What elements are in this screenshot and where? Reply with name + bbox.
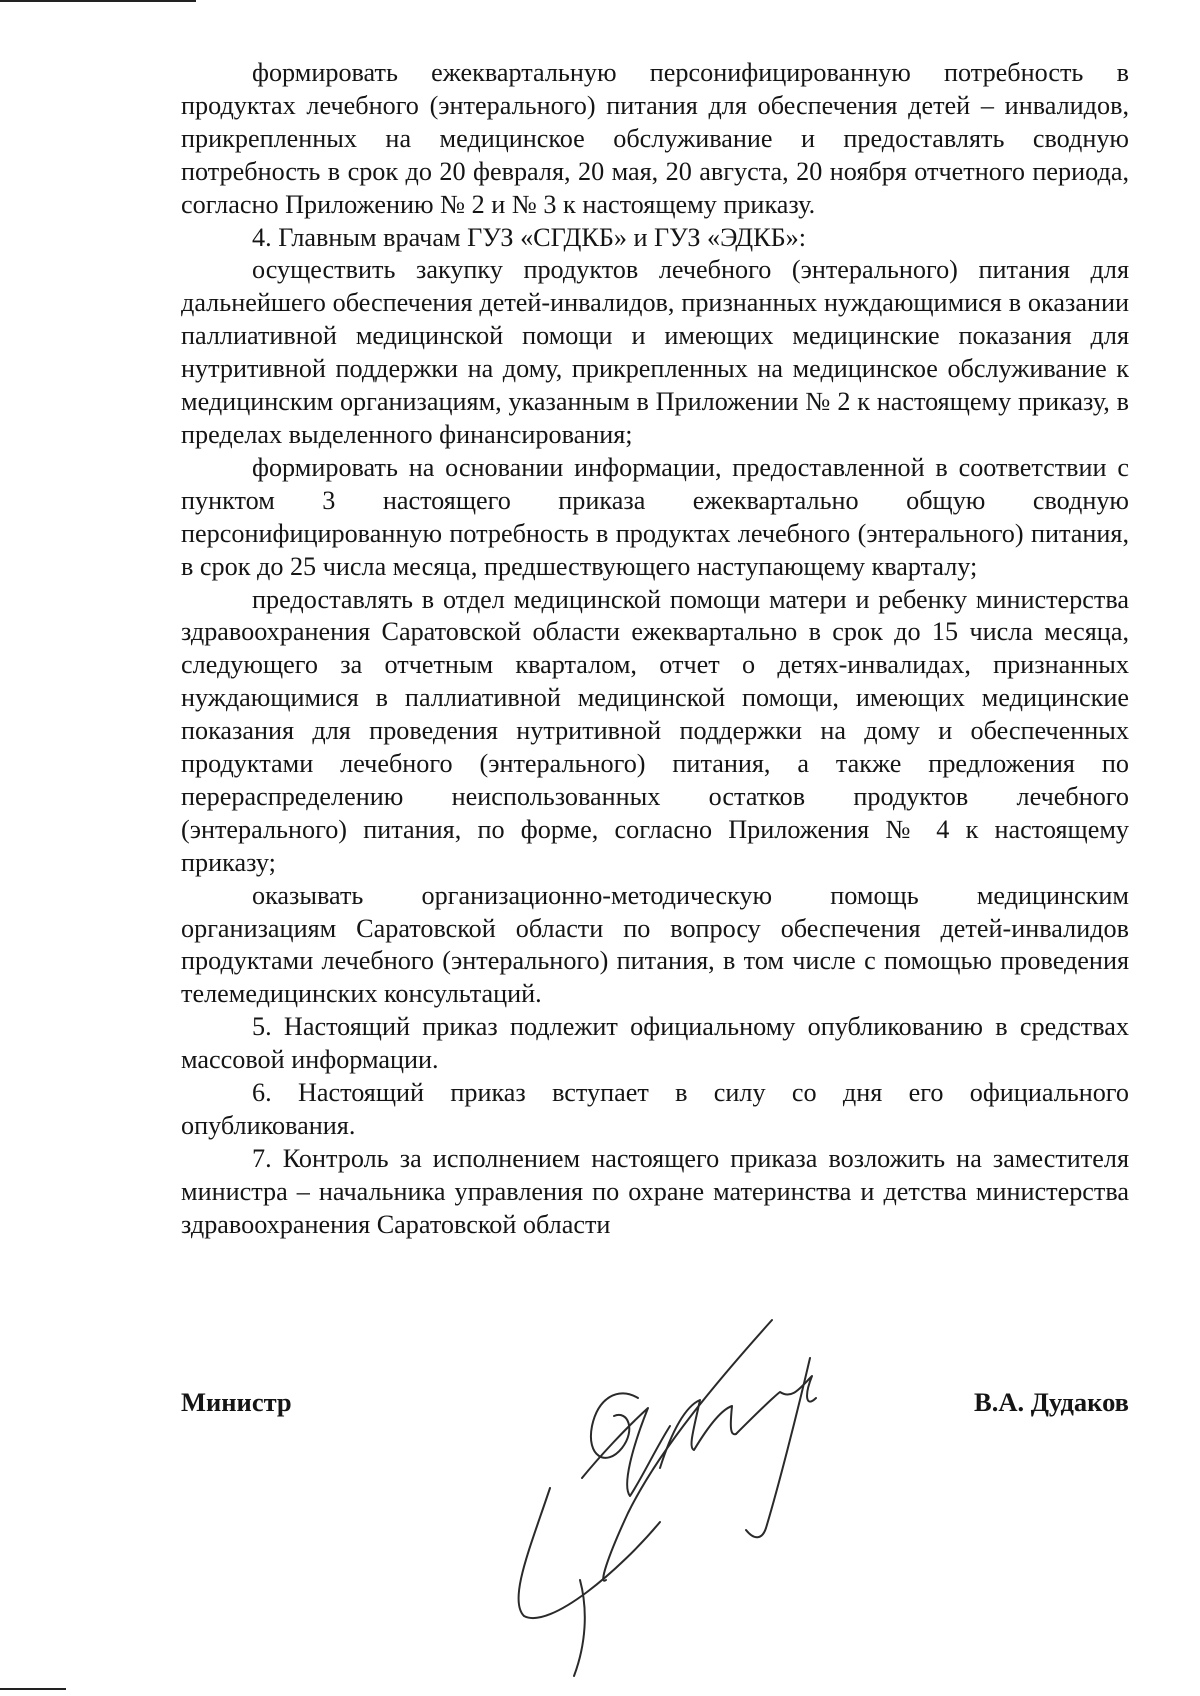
paragraph-item-4-heading: 4. Главным врачам ГУЗ «СГДКБ» и ГУЗ «ЭДКБ»:: [252, 222, 806, 252]
scan-edge-line-top: [0, 0, 196, 2]
paragraph-item-6-effect: 6. Настоящий приказ вступает в силу со дня его официального опубликования.: [181, 1078, 1129, 1140]
paragraph-item-7-control: 7. Контроль за исполнением настоящего приказа возложить на заместителя министра – начальника управления по охране материнства и детства министерства здравоохранения Саратовской области: [181, 1143, 1129, 1239]
scan-edge-line-bottom: [0, 1688, 66, 1690]
signatory-name: В.А. Дудаков: [974, 1387, 1129, 1417]
handwritten-signature: [510, 1318, 890, 1678]
paragraph-summary-need: формировать на основании информации, предоставленной в соответствии с пунктом 3 настоящего приказа ежеквартально общую сводную персонифицированную потребность в продуктах лечебного (энтерального) питания, в срок до 25 числа месяца, предшествующего наступающему кварталу;: [181, 452, 1129, 581]
paragraph-methodical-help: оказывать организационно-методическую помощь медицинским организациям Саратовской области по вопросу обеспечения детей-инвалидов продуктами лечебного (энтерального) питания, в том числе с помощью проведения телемедицинских консультаций.: [181, 880, 1129, 1009]
paragraph-item-5-publication: 5. Настоящий приказ подлежит официальному опубликованию в средствах массовой информации.: [181, 1012, 1129, 1075]
signatory-title: Министр: [181, 1387, 292, 1417]
document-body: [181, 57, 1129, 1242]
paragraph-procurement: осуществить закупку продуктов лечебного (энтерального) питания для дальнейшего обеспечения детей-инвалидов, признанных нуждающимися в оказании паллиативной медицинской помощи и имеющих медицинские показания для нутритивной поддержки на дому, прикрепленных на медицинское обслуживание к медицинским организациям, указанным в Приложении № 2 к настоящему приказу, в пределах выделенного финансирования;: [181, 255, 1129, 449]
paragraph-reporting: предоставлять в отдел медицинской помощи матери и ребенку министерства здравоохранения Саратовской области ежеквартально в срок до 15 числа месяца, следующего за отчетным кварталом, отчет о детях-инвалидах, признанных нуждающимися в паллиативной медицинской помощи, имеющих медицинские показания для проведения нутритивной поддержки на дому и обеспеченных продуктами лечебного (энтерального) питания, а также предложения по перераспределению неиспользованных остатков продуктов лечебного (энтерального) питания, по форме, согласно Приложения № 4 к настоящему приказу;: [181, 584, 1129, 877]
paragraph-quarterly-need: формировать ежеквартальную персонифицированную потребность в продуктах лечебного (энтерального) питания для обеспечения детей – инвалидов, прикрепленных на медицинское обслуживание и предоставлять сводную потребность в срок до 20 февраля, 20 мая, 20 августа, 20 ноября отчетного периода, согласно Приложению № 2 и № 3 к настоящему приказу.: [181, 58, 1129, 219]
